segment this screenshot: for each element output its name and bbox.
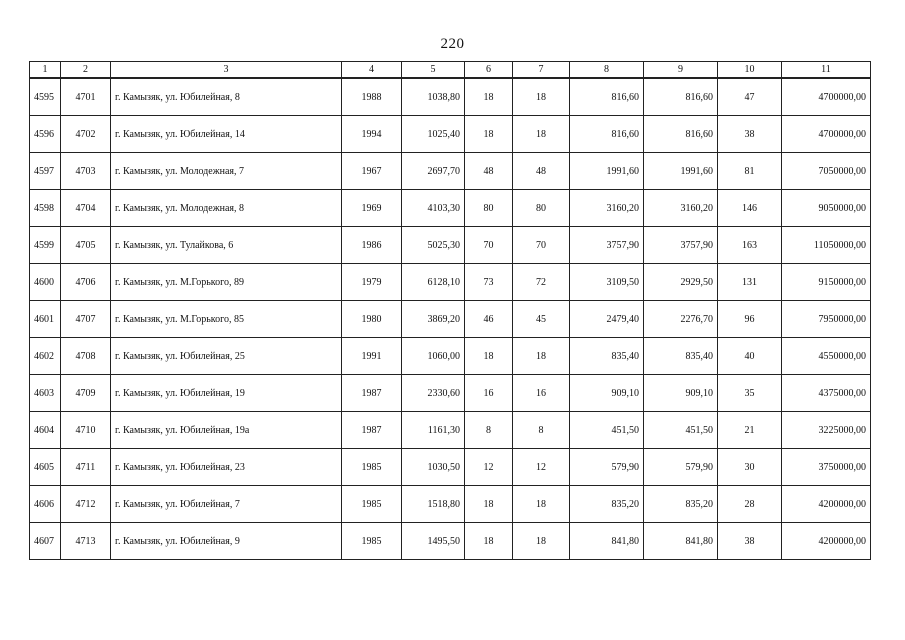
housing-registry-table [29, 61, 871, 560]
col-7-cell: 12 [513, 449, 570, 486]
col-6-cell: 18 [465, 523, 513, 560]
table-body [30, 78, 871, 560]
col-7-cell: 18 [513, 338, 570, 375]
col-6-cell: 48 [465, 153, 513, 190]
amount-cell: 4550000,00 [782, 338, 871, 375]
table-row [30, 449, 871, 486]
table-row [30, 412, 871, 449]
col-8-cell: 909,10 [570, 375, 644, 412]
col-8-cell: 3109,50 [570, 264, 644, 301]
col-10-cell: 35 [718, 375, 782, 412]
col-10-cell: 81 [718, 153, 782, 190]
col-10-cell: 47 [718, 78, 782, 116]
col-7-cell: 18 [513, 116, 570, 153]
address-cell: г. Камызяк, ул. М.Горького, 89 [111, 264, 342, 301]
col-6-cell: 73 [465, 264, 513, 301]
total-area-cell: 3869,20 [402, 301, 465, 338]
col-7-cell: 72 [513, 264, 570, 301]
address-cell: г. Камызяк, ул. Юбилейная, 23 [111, 449, 342, 486]
total-area-cell: 1161,30 [402, 412, 465, 449]
col-6-cell: 16 [465, 375, 513, 412]
table-row [30, 523, 871, 560]
col-7-cell: 18 [513, 523, 570, 560]
col-9-cell: 451,50 [644, 412, 718, 449]
col-7-cell: 16 [513, 375, 570, 412]
object-id-cell: 4705 [61, 227, 111, 264]
amount-cell: 7950000,00 [782, 301, 871, 338]
address-cell: г. Камызяк, ул. Юбилейная, 25 [111, 338, 342, 375]
record-number-cell: 4606 [30, 486, 61, 523]
total-area-cell: 6128,10 [402, 264, 465, 301]
amount-cell: 7050000,00 [782, 153, 871, 190]
col-8-cell: 835,40 [570, 338, 644, 375]
amount-cell: 4700000,00 [782, 78, 871, 116]
table-row [30, 375, 871, 412]
year-built-cell: 1979 [342, 264, 402, 301]
year-built-cell: 1985 [342, 523, 402, 560]
col-6-cell: 70 [465, 227, 513, 264]
year-built-cell: 1967 [342, 153, 402, 190]
col-9-cell: 835,20 [644, 486, 718, 523]
table-row [30, 301, 871, 338]
column-header-4: 4 [342, 62, 402, 79]
total-area-cell: 1038,80 [402, 78, 465, 116]
table-row [30, 227, 871, 264]
column-header-10: 10 [718, 62, 782, 79]
record-number-cell: 4603 [30, 375, 61, 412]
col-10-cell: 30 [718, 449, 782, 486]
total-area-cell: 1030,50 [402, 449, 465, 486]
record-number-cell: 4599 [30, 227, 61, 264]
table-row [30, 190, 871, 227]
col-10-cell: 146 [718, 190, 782, 227]
col-8-cell: 816,60 [570, 78, 644, 116]
col-8-cell: 3757,90 [570, 227, 644, 264]
table-row [30, 153, 871, 190]
address-cell: г. Камызяк, ул. М.Горького, 85 [111, 301, 342, 338]
address-cell: г. Камызяк, ул. Юбилейная, 14 [111, 116, 342, 153]
year-built-cell: 1980 [342, 301, 402, 338]
year-built-cell: 1985 [342, 449, 402, 486]
record-number-cell: 4595 [30, 78, 61, 116]
amount-cell: 3750000,00 [782, 449, 871, 486]
year-built-cell: 1994 [342, 116, 402, 153]
amount-cell: 3225000,00 [782, 412, 871, 449]
col-9-cell: 2276,70 [644, 301, 718, 338]
amount-cell: 9050000,00 [782, 190, 871, 227]
page-number: 220 [440, 36, 465, 52]
address-cell: г. Камызяк, ул. Юбилейная, 19 [111, 375, 342, 412]
amount-cell: 11050000,00 [782, 227, 871, 264]
record-number-cell: 4600 [30, 264, 61, 301]
col-10-cell: 28 [718, 486, 782, 523]
col-8-cell: 1991,60 [570, 153, 644, 190]
object-id-cell: 4709 [61, 375, 111, 412]
object-id-cell: 4712 [61, 486, 111, 523]
column-header-1: 1 [30, 62, 61, 79]
col-7-cell: 70 [513, 227, 570, 264]
col-10-cell: 96 [718, 301, 782, 338]
col-6-cell: 18 [465, 486, 513, 523]
col-10-cell: 131 [718, 264, 782, 301]
record-number-cell: 4598 [30, 190, 61, 227]
record-number-cell: 4604 [30, 412, 61, 449]
year-built-cell: 1985 [342, 486, 402, 523]
col-8-cell: 451,50 [570, 412, 644, 449]
address-cell: г. Камызяк, ул. Молодежная, 8 [111, 190, 342, 227]
column-header-11: 11 [782, 62, 871, 79]
total-area-cell: 1060,00 [402, 338, 465, 375]
table-row [30, 116, 871, 153]
column-header-8: 8 [570, 62, 644, 79]
total-area-cell: 2330,60 [402, 375, 465, 412]
col-6-cell: 8 [465, 412, 513, 449]
col-7-cell: 48 [513, 153, 570, 190]
col-10-cell: 21 [718, 412, 782, 449]
col-9-cell: 1991,60 [644, 153, 718, 190]
year-built-cell: 1987 [342, 412, 402, 449]
object-id-cell: 4704 [61, 190, 111, 227]
object-id-cell: 4706 [61, 264, 111, 301]
address-cell: г. Камызяк, ул. Юбилейная, 9 [111, 523, 342, 560]
total-area-cell: 1518,80 [402, 486, 465, 523]
col-6-cell: 18 [465, 338, 513, 375]
col-10-cell: 40 [718, 338, 782, 375]
col-8-cell: 835,20 [570, 486, 644, 523]
col-10-cell: 38 [718, 523, 782, 560]
amount-cell: 4700000,00 [782, 116, 871, 153]
col-6-cell: 46 [465, 301, 513, 338]
col-9-cell: 3757,90 [644, 227, 718, 264]
col-7-cell: 18 [513, 486, 570, 523]
col-10-cell: 38 [718, 116, 782, 153]
col-7-cell: 8 [513, 412, 570, 449]
year-built-cell: 1987 [342, 375, 402, 412]
address-cell: г. Камызяк, ул. Юбилейная, 19а [111, 412, 342, 449]
col-9-cell: 909,10 [644, 375, 718, 412]
col-6-cell: 80 [465, 190, 513, 227]
col-9-cell: 841,80 [644, 523, 718, 560]
col-10-cell: 163 [718, 227, 782, 264]
object-id-cell: 4711 [61, 449, 111, 486]
amount-cell: 9150000,00 [782, 264, 871, 301]
year-built-cell: 1988 [342, 78, 402, 116]
object-id-cell: 4713 [61, 523, 111, 560]
record-number-cell: 4605 [30, 449, 61, 486]
amount-cell: 4200000,00 [782, 523, 871, 560]
table-row [30, 338, 871, 375]
record-number-cell: 4601 [30, 301, 61, 338]
total-area-cell: 1025,40 [402, 116, 465, 153]
table-row [30, 486, 871, 523]
column-header-7: 7 [513, 62, 570, 79]
col-9-cell: 2929,50 [644, 264, 718, 301]
column-header-2: 2 [61, 62, 111, 79]
record-number-cell: 4596 [30, 116, 61, 153]
column-header-5: 5 [402, 62, 465, 79]
object-id-cell: 4707 [61, 301, 111, 338]
col-9-cell: 579,90 [644, 449, 718, 486]
record-number-cell: 4597 [30, 153, 61, 190]
record-number-cell: 4602 [30, 338, 61, 375]
col-8-cell: 579,90 [570, 449, 644, 486]
column-header-9: 9 [644, 62, 718, 79]
total-area-cell: 1495,50 [402, 523, 465, 560]
address-cell: г. Камызяк, ул. Молодежная, 7 [111, 153, 342, 190]
year-built-cell: 1991 [342, 338, 402, 375]
col-6-cell: 18 [465, 116, 513, 153]
col-8-cell: 3160,20 [570, 190, 644, 227]
year-built-cell: 1969 [342, 190, 402, 227]
col-9-cell: 816,60 [644, 78, 718, 116]
address-cell: г. Камызяк, ул. Тулайкова, 6 [111, 227, 342, 264]
table-row [30, 264, 871, 301]
table-row [30, 78, 871, 116]
col-9-cell: 3160,20 [644, 190, 718, 227]
col-7-cell: 18 [513, 78, 570, 116]
address-cell: г. Камызяк, ул. Юбилейная, 7 [111, 486, 342, 523]
total-area-cell: 4103,30 [402, 190, 465, 227]
total-area-cell: 2697,70 [402, 153, 465, 190]
year-built-cell: 1986 [342, 227, 402, 264]
amount-cell: 4200000,00 [782, 486, 871, 523]
col-8-cell: 841,80 [570, 523, 644, 560]
col-9-cell: 816,60 [644, 116, 718, 153]
col-7-cell: 45 [513, 301, 570, 338]
object-id-cell: 4701 [61, 78, 111, 116]
col-9-cell: 835,40 [644, 338, 718, 375]
total-area-cell: 5025,30 [402, 227, 465, 264]
col-6-cell: 18 [465, 78, 513, 116]
object-id-cell: 4702 [61, 116, 111, 153]
col-8-cell: 2479,40 [570, 301, 644, 338]
col-8-cell: 816,60 [570, 116, 644, 153]
object-id-cell: 4708 [61, 338, 111, 375]
col-7-cell: 80 [513, 190, 570, 227]
column-number-header-row [30, 62, 871, 79]
col-6-cell: 12 [465, 449, 513, 486]
record-number-cell: 4607 [30, 523, 61, 560]
object-id-cell: 4703 [61, 153, 111, 190]
address-cell: г. Камызяк, ул. Юбилейная, 8 [111, 78, 342, 116]
column-header-3: 3 [111, 62, 342, 79]
object-id-cell: 4710 [61, 412, 111, 449]
amount-cell: 4375000,00 [782, 375, 871, 412]
column-header-6: 6 [465, 62, 513, 79]
